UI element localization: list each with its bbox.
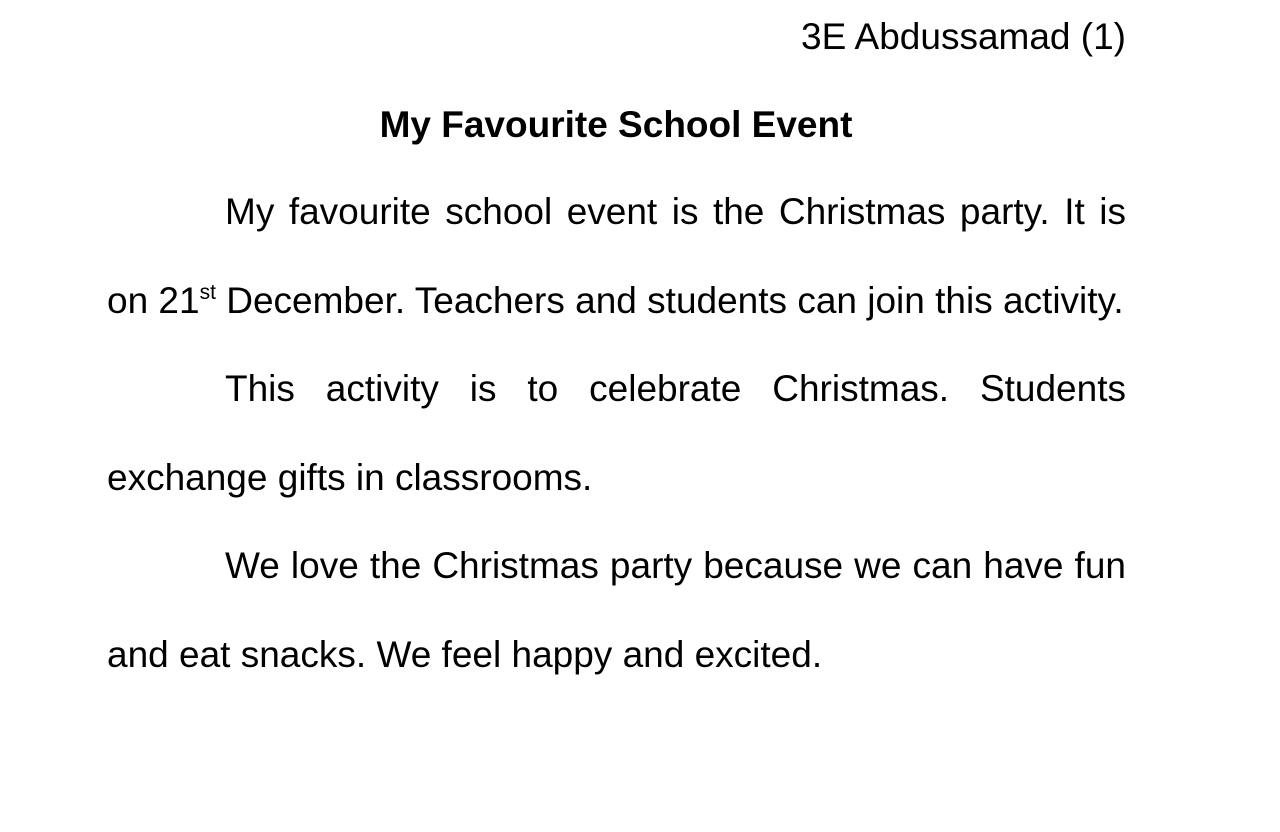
- paragraph-1-part-2: December. Teachers and students can join this activity.: [215, 279, 1124, 321]
- author-class-label: 3E Abdussamad (1): [801, 16, 1126, 57]
- paragraph-1: [107, 168, 1126, 345]
- document-body: [107, 168, 1126, 699]
- document-title: My Favourite School Event: [379, 104, 853, 145]
- paragraph-1-part-1: My favourite school event is the Christmas party. It is on 21: [107, 191, 1126, 321]
- paragraph-3: We love the Christmas party because we can have fun and eat snacks. We feel happy and excited.: [107, 545, 1126, 675]
- paragraph-2: This activity is to celebrate Christmas. Students exchange gifts in classrooms.: [107, 368, 1126, 498]
- date-ordinal-superscript: st: [199, 280, 216, 304]
